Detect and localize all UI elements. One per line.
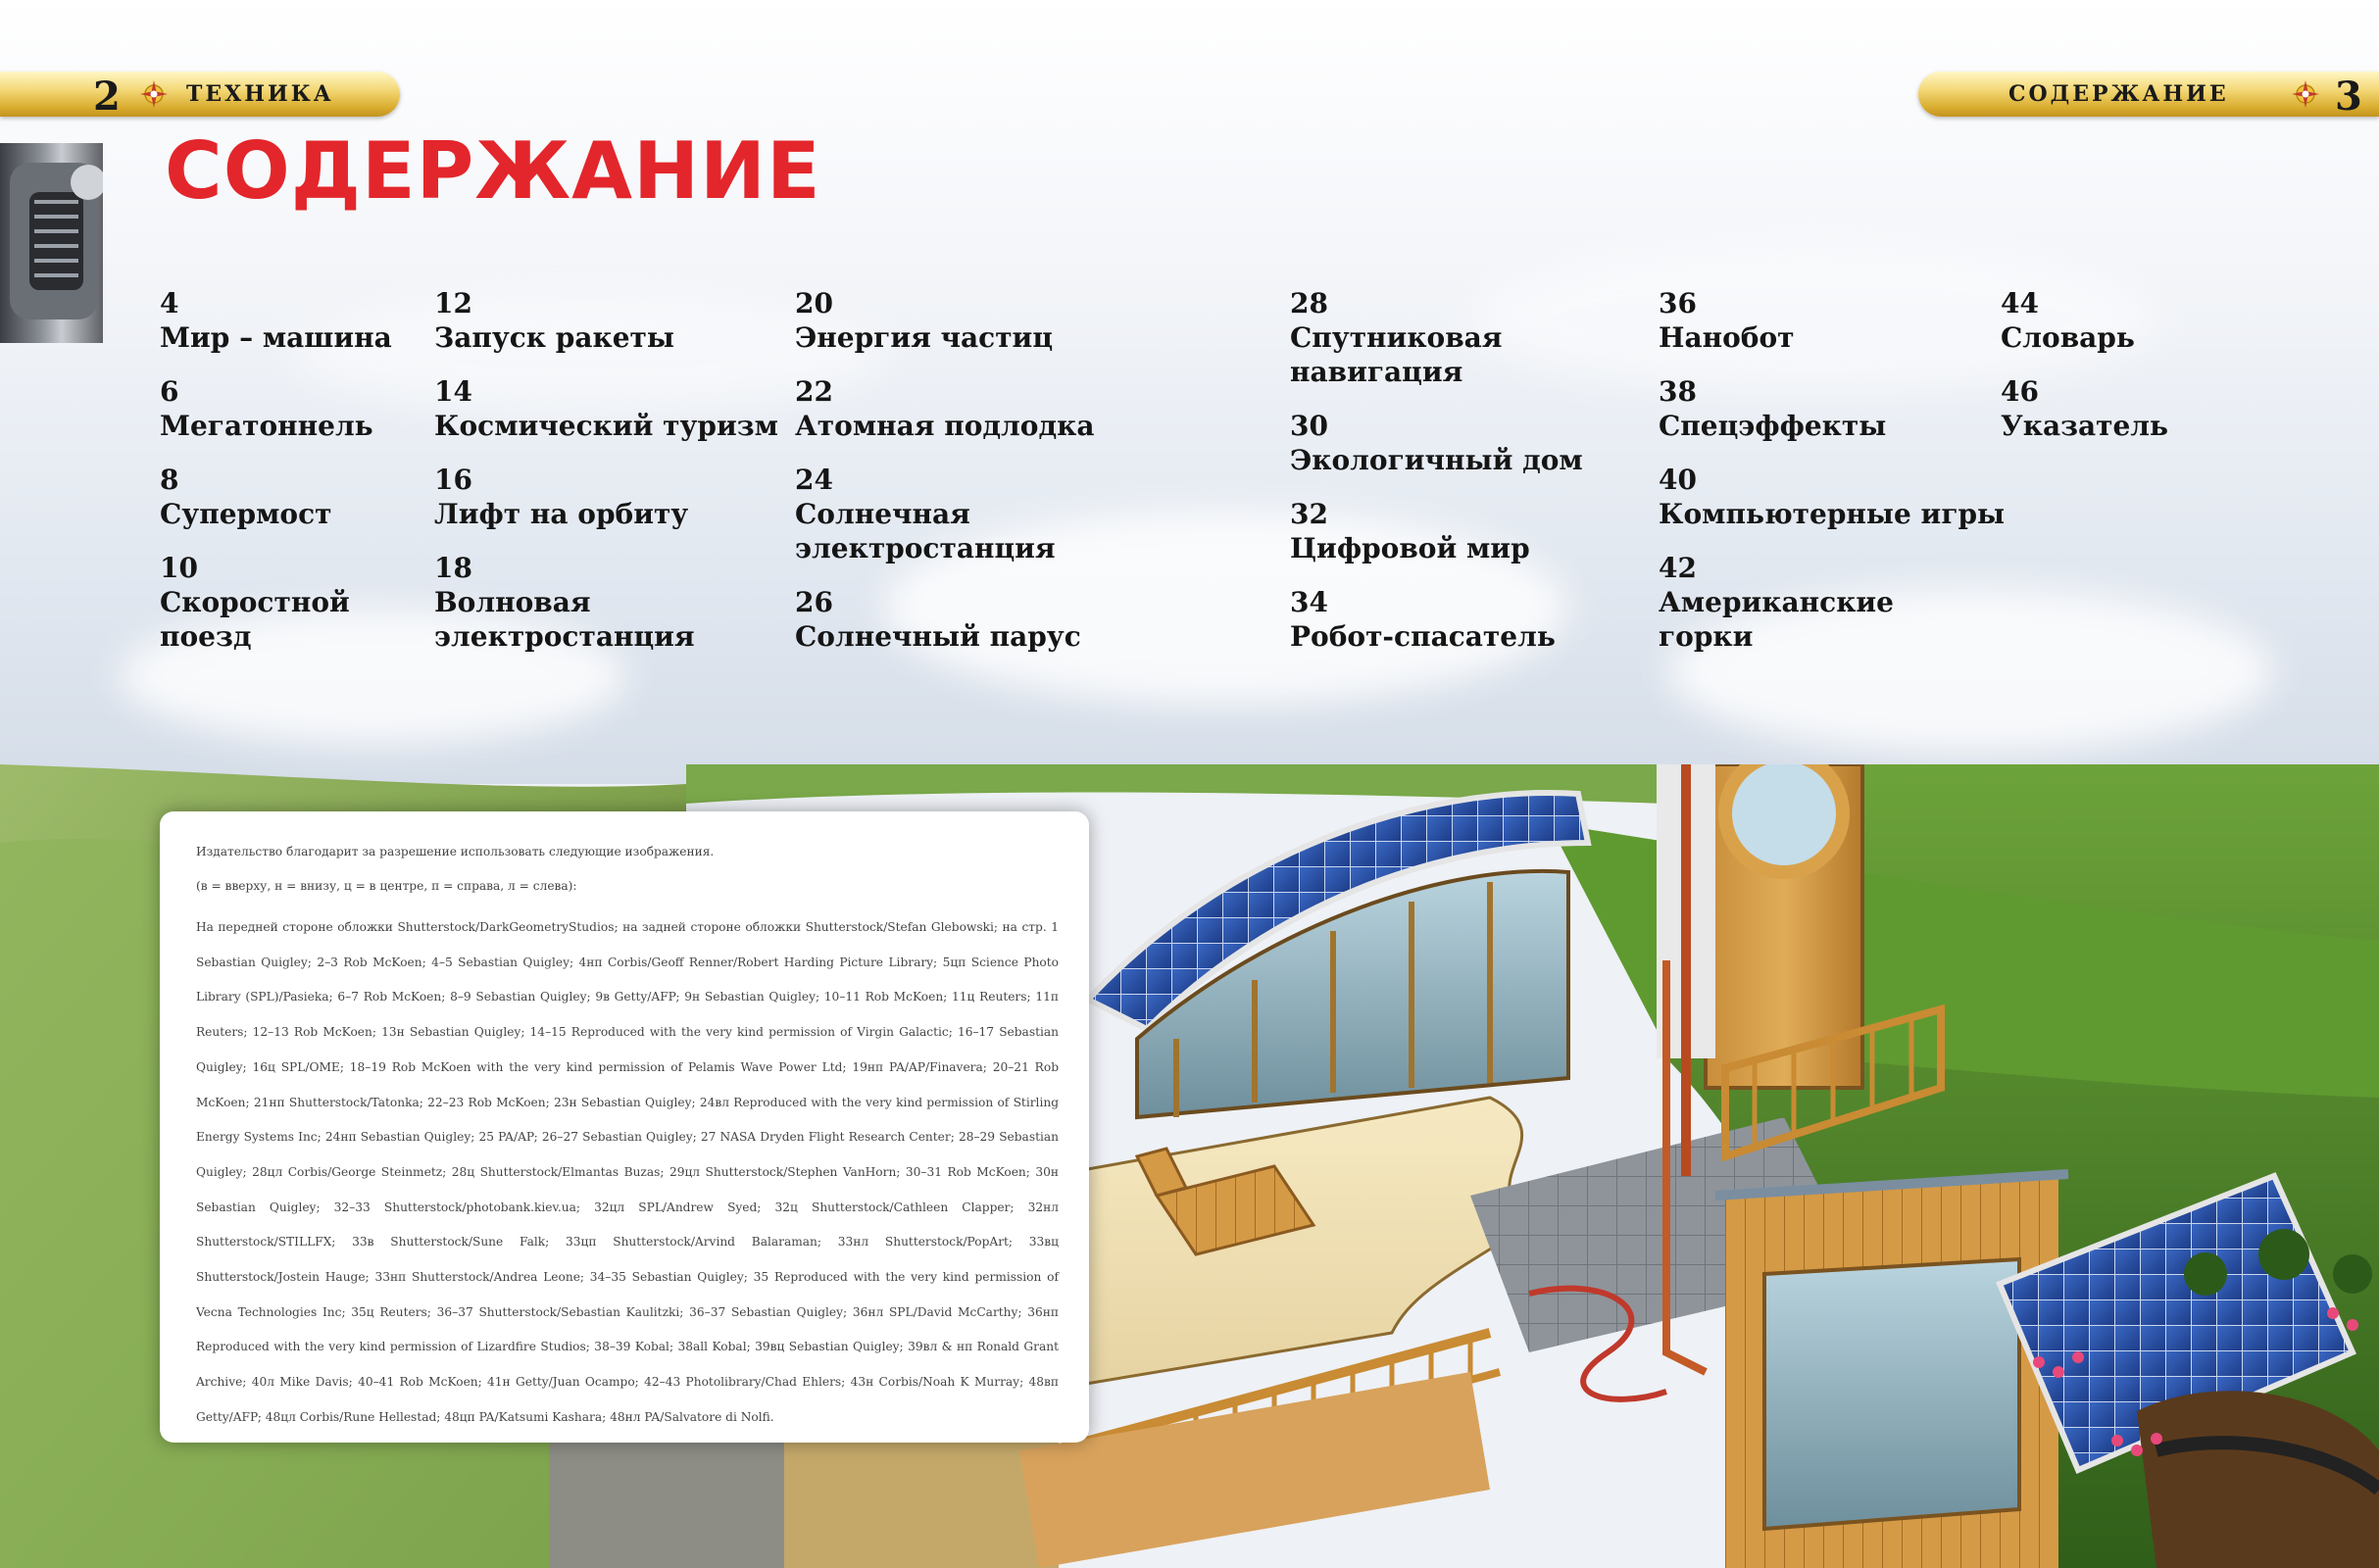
toc-column bbox=[1290, 286, 1583, 673]
compass-icon bbox=[2291, 79, 2320, 109]
toc-title: Словарь bbox=[2001, 321, 2135, 354]
toc-entry[interactable] bbox=[1659, 374, 2005, 443]
toc-page-number: 46 bbox=[2001, 375, 2039, 408]
toc-page-number: 16 bbox=[434, 464, 472, 496]
toc-page-number: 24 bbox=[795, 464, 833, 496]
toc-title: Мир – машина bbox=[160, 321, 392, 354]
page-title: СОДЕРЖАНИЕ bbox=[165, 125, 821, 217]
toc-title: Волновая электростанция bbox=[434, 586, 695, 653]
left-page-number: 2 bbox=[93, 74, 121, 120]
toc-entry[interactable] bbox=[1290, 409, 1583, 477]
toc-title: Скоростной поезд bbox=[160, 586, 350, 653]
toc-title: Указатель bbox=[2001, 410, 2169, 442]
right-page-header bbox=[1918, 72, 2379, 120]
toc-page-number: 10 bbox=[160, 552, 198, 584]
toc-column bbox=[2001, 286, 2168, 463]
toc-entry[interactable] bbox=[795, 585, 1095, 654]
toc-entry[interactable] bbox=[160, 463, 392, 531]
toc-title: Солнечная электростанция bbox=[795, 498, 1056, 564]
toc-page-number: 38 bbox=[1659, 375, 1697, 408]
toc-page-number: 42 bbox=[1659, 552, 1697, 584]
toc-title: Супермост bbox=[160, 498, 332, 530]
toc-page-number: 26 bbox=[795, 586, 833, 618]
toc-entry[interactable] bbox=[1659, 286, 2005, 355]
credits-intro: Издательство благодарит за разрешение использовать следующие изображения. bbox=[196, 845, 715, 858]
credits-legend: (в = вверху, н = внизу, ц = в центре, п = справа, л = слева): bbox=[196, 879, 577, 893]
toc-page-number: 8 bbox=[160, 464, 179, 496]
right-page-number: 3 bbox=[2335, 74, 2362, 120]
toc-title: Нанобот bbox=[1659, 321, 1795, 354]
engine-photo bbox=[0, 143, 103, 343]
toc-entry[interactable] bbox=[434, 463, 778, 531]
toc-page-number: 32 bbox=[1290, 498, 1328, 530]
toc-entry[interactable] bbox=[1290, 497, 1583, 565]
toc-title: Американские горки bbox=[1659, 586, 1894, 653]
toc-entry[interactable] bbox=[160, 551, 392, 654]
toc-title: Лифт на орбиту bbox=[434, 498, 689, 530]
toc-page-number: 14 bbox=[434, 375, 472, 408]
toc-entry[interactable] bbox=[160, 374, 392, 443]
toc-title: Энергия частиц bbox=[795, 321, 1054, 354]
toc-page-number: 12 bbox=[434, 287, 472, 319]
toc-page-number: 22 bbox=[795, 375, 833, 408]
toc-title: Космический туризм bbox=[434, 410, 778, 442]
toc-entry[interactable] bbox=[1290, 585, 1583, 654]
toc-column bbox=[434, 286, 778, 673]
toc-title: Робот-спасатель bbox=[1290, 620, 1556, 653]
toc-page-number: 4 bbox=[160, 287, 179, 319]
toc-page-number: 18 bbox=[434, 552, 472, 584]
right-section-label: СОДЕРЖАНИЕ bbox=[2008, 81, 2229, 107]
toc-entry[interactable] bbox=[795, 374, 1095, 443]
toc-page-number: 34 bbox=[1290, 586, 1328, 618]
toc-entry[interactable] bbox=[1290, 286, 1583, 389]
toc-entry[interactable] bbox=[795, 463, 1095, 565]
toc-entry[interactable] bbox=[1659, 463, 2005, 531]
toc-entry[interactable] bbox=[434, 374, 778, 443]
toc-entry[interactable] bbox=[160, 286, 392, 355]
toc-page-number: 36 bbox=[1659, 287, 1697, 319]
toc-title: Цифровой мир bbox=[1290, 532, 1530, 564]
toc-entry[interactable] bbox=[434, 551, 778, 654]
credits-body: На передней стороне обложки Shutterstock/DarkGeometryStudios; на задней стороне обложки Shutterstock/Stefan Glebowski; на стр. 1 Sebastian Quigley; 2–3 Rob McKoen; 4–5 Sebastian Quigley; 4нп Corbis/Geoff Renner/Robert Harding Picture Library; 5цп Science Photo Library (SPL)/Pasieka; 6–7 Rob McKoen; 8–9 Sebastian Quigley; 9в Getty/AFP; 9н Sebastian Quigley; 10–11 Rob McKoen; 11ц Reuters; 11п Reuters; 12–13 Rob McKoen; 13н Sebastian Quigley; 14–15 Reproduced with the very kind permission of Virgin Galactic; 16–17 Sebastian Quigley; 16ц SPL/OME; 18–19 Rob McKoen with the very kind permission of Pelamis Wave Power Ltd; 19нп PA/AP/Finavera; 20–21 Rob McKoen; 21нп Shutterstock/Tatonka; 22–23 Rob McKoen; 23н Sebastian Quigley; 24вл Reproduced with the very kind permission of Stirling Energy Systems Inc; 24нп Sebastian Quigley; 25 PA/AP; 26–27 Sebastian Quigley; 27 NASA Dryden Flight Research Center; 28–29 Sebastian Quigley; 28цл Corbis/George Steinmetz; 28ц Shutterstock/Elmantas Buzas; 29цл Shutterstock/Stephen VanHorn; 30–31 Rob McKoen; 30н Sebastian Quigley; 32–33 Shutterstock/photobank.kiev.ua; 32цл SPL/Andrew Syed; 32ц Shutterstock/Cathleen Clapper; 32нл Shutterstock/STILLFX; 33в Shutterstock/Sune Falk; 33цп Shutterstock/Arvind Balaraman; 33нл Shutterstock/PopArt; 33вц Shutterstock/Jostein Hauge; 33нп Shutterstock/Andrea Leone; 34–35 Sebastian Quigley; 35 Reproduced with the very kind permission of Vecna Technologies Inc; 35ц Reuters; 36–37 Shutterstock/Sebastian Kaulitzki; 36–37 Sebastian Quigley; 36нл SPL/David McCarthy; 36нп Reproduced with the very kind permission of Lizardfire Studios; 38–39 Kobal; 38all Kobal; 39вц Sebastian Quigley; 39вл & нп Ronald Grant Archive; 40л Mike Davis; 40–41 Rob McKoen; 41н Getty/Juan Ocampo; 42–43 Photolibrary/Chad Ehlers; 43н Corbis/Noah K Murray; 48вп Getty/AFP; 48цл Corbis/Rune Hellestad; 48цп PA/Katsumi Kashara; 48нл PA/Salvatore di Nolfi. bbox=[196, 920, 1059, 1424]
toc-title: Спецэффекты bbox=[1659, 410, 1887, 442]
toc-page-number: 20 bbox=[795, 287, 833, 319]
toc-title: Солнечный парус bbox=[795, 620, 1081, 653]
compass-icon bbox=[139, 79, 169, 109]
toc-column bbox=[160, 286, 392, 673]
toc-page-number: 40 bbox=[1659, 464, 1697, 496]
toc-column bbox=[795, 286, 1095, 673]
toc-title: Атомная подлодка bbox=[795, 410, 1095, 442]
toc-entry[interactable] bbox=[1659, 551, 2005, 654]
toc-entry[interactable] bbox=[2001, 374, 2168, 443]
toc-title: Мегатоннель bbox=[160, 410, 373, 442]
toc-page-number: 6 bbox=[160, 375, 179, 408]
toc-page-number: 44 bbox=[2001, 287, 2039, 319]
toc-title: Спутниковая навигация bbox=[1290, 321, 1503, 388]
toc-entry[interactable] bbox=[434, 286, 778, 355]
left-section-label: ТЕХНИКА bbox=[186, 81, 334, 107]
left-page-header bbox=[0, 72, 400, 120]
toc-entry[interactable] bbox=[795, 286, 1095, 355]
toc-title: Компьютерные игры bbox=[1659, 498, 2006, 530]
toc-column bbox=[1659, 286, 2005, 673]
image-credits-box bbox=[160, 811, 1089, 1443]
toc-entry[interactable] bbox=[2001, 286, 2168, 355]
toc-page-number: 30 bbox=[1290, 410, 1328, 442]
toc-page-number: 28 bbox=[1290, 287, 1328, 319]
toc-title: Запуск ракеты bbox=[434, 321, 674, 354]
toc-title: Экологичный дом bbox=[1290, 444, 1583, 476]
